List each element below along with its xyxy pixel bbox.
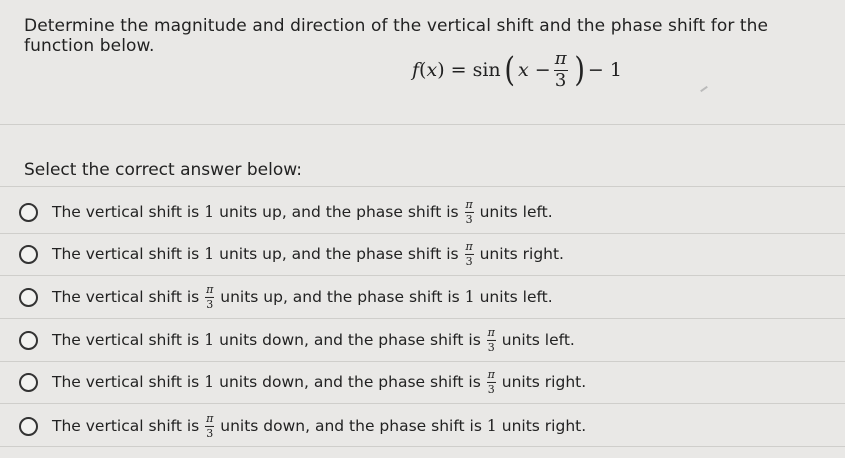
formula-frac-den: 3 <box>554 69 567 91</box>
radio-button[interactable] <box>19 288 38 307</box>
option-fraction: $\frac{\pi}{3}$ <box>206 411 214 440</box>
divider <box>0 124 845 125</box>
option-fraction: $\frac{\pi}{3}$ <box>487 325 495 354</box>
option-text: The vertical shift is $\frac{\pi}{3}$ units down, and the phase shift is 1 units right. <box>52 411 587 440</box>
divider <box>0 446 845 447</box>
radio-button[interactable] <box>19 331 38 350</box>
question-text: Determine the magnitude and direction of the vertical shift and the phase shift for the function below. <box>24 16 769 56</box>
formula-lhs: f(x) = sin <box>412 59 501 82</box>
divider <box>0 403 845 404</box>
divider <box>0 186 845 187</box>
option-fraction: $\frac{\pi}{3}$ <box>465 239 473 268</box>
radio-button[interactable] <box>19 245 38 264</box>
answer-option-3[interactable] <box>0 277 845 317</box>
answer-option-5[interactable] <box>0 362 845 402</box>
divider <box>0 318 845 319</box>
option-text: The vertical shift is 1 units down, and the phase shift is $\frac{\pi}{3}$ units right. <box>52 367 587 396</box>
answer-prompt: Select the correct answer below: <box>24 160 302 180</box>
formula-arg: x − <box>517 59 551 82</box>
option-fraction: $\frac{\pi}{3}$ <box>465 197 473 226</box>
function-formula <box>412 50 622 91</box>
radio-button[interactable] <box>19 203 38 222</box>
option-fraction: $\frac{\pi}{3}$ <box>487 367 495 396</box>
divider <box>0 275 845 276</box>
formula-tail: − 1 <box>587 59 622 82</box>
answer-option-4[interactable] <box>0 320 845 360</box>
formula-close-paren: ) <box>573 50 585 91</box>
formula-fraction <box>554 50 568 91</box>
formula-open-paren: ( <box>503 50 515 91</box>
answer-option-2[interactable] <box>0 234 845 274</box>
option-text: The vertical shift is $\frac{\pi}{3}$ units up, and the phase shift is 1 units left. <box>52 282 553 311</box>
stray-mark <box>700 86 708 92</box>
option-fraction: $\frac{\pi}{3}$ <box>206 282 214 311</box>
option-text: The vertical shift is 1 units up, and the phase shift is $\frac{\pi}{3}$ units right. <box>52 239 564 268</box>
option-text: The vertical shift is 1 units up, and the phase shift is $\frac{\pi}{3}$ units left. <box>52 197 553 226</box>
option-text: The vertical shift is 1 units down, and the phase shift is $\frac{\pi}{3}$ units left. <box>52 325 575 354</box>
answer-option-1[interactable] <box>0 192 845 232</box>
radio-button[interactable] <box>19 373 38 392</box>
radio-button[interactable] <box>19 417 38 436</box>
answer-option-6[interactable] <box>0 406 845 446</box>
formula-frac-num: π <box>554 48 567 69</box>
